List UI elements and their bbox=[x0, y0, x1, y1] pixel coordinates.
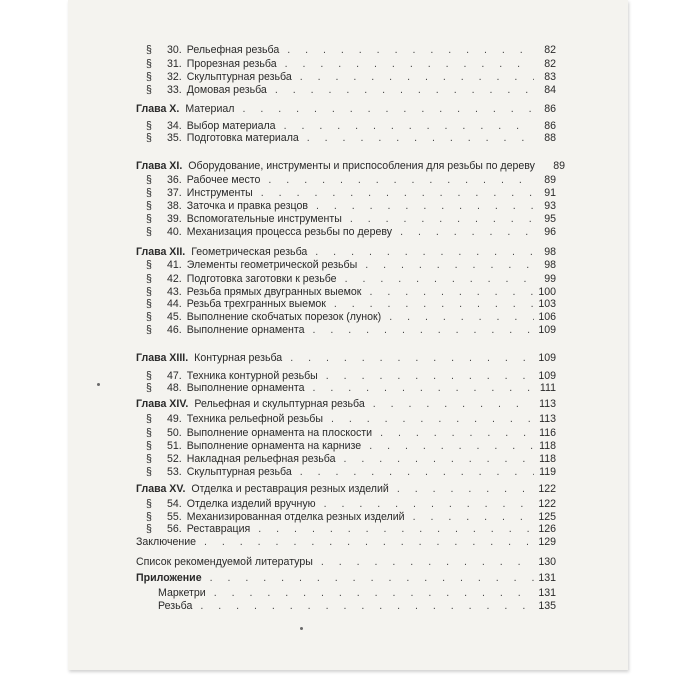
toc-section-row bbox=[146, 286, 556, 298]
entry-title: Отделка изделий вручную bbox=[186, 498, 316, 510]
entry-title: Выполнение скобчатых порезок (лунок) bbox=[186, 311, 382, 323]
section-sign: § bbox=[146, 226, 152, 238]
dot-leader bbox=[365, 259, 534, 271]
entry-title: Выполнение орнамента на плоскости bbox=[186, 427, 373, 439]
dot-leader bbox=[285, 58, 534, 70]
dot-leader bbox=[397, 483, 534, 495]
entry-title: Резьба прямых двугранных выемок bbox=[186, 286, 362, 298]
page-number: 113 bbox=[539, 398, 556, 410]
toc-section-row bbox=[146, 440, 556, 452]
page-number: 83 bbox=[544, 71, 556, 83]
toc-chapter-row bbox=[136, 352, 556, 364]
entry-title: Накладная рельефная резьба bbox=[186, 453, 336, 465]
entry-title: Реставрация bbox=[186, 523, 251, 535]
toc-chapter-row bbox=[136, 160, 565, 172]
toc-section-row bbox=[146, 298, 556, 310]
entry-title: Заточка и правка резцов bbox=[186, 200, 308, 212]
page-number: 86 bbox=[544, 103, 556, 115]
page-number: 84 bbox=[544, 84, 556, 96]
entry-title: Геометрическая резьба bbox=[191, 246, 308, 258]
section-number: 31. bbox=[167, 58, 182, 70]
section-number: 56. bbox=[167, 523, 182, 535]
entry-title: Техника рельефной резьбы bbox=[186, 413, 323, 425]
entry-title: Скульптурная резьба bbox=[186, 466, 292, 478]
dot-leader bbox=[389, 311, 534, 323]
page-number: 93 bbox=[544, 200, 556, 212]
dot-leader bbox=[214, 587, 534, 599]
toc-section-row bbox=[146, 413, 556, 425]
page-number: 109 bbox=[538, 324, 556, 336]
section-number: 43. bbox=[167, 286, 182, 298]
dot-leader bbox=[261, 187, 534, 199]
dot-leader bbox=[284, 120, 534, 132]
page-number: 88 bbox=[544, 132, 556, 144]
page-number: 116 bbox=[539, 427, 556, 439]
dot-leader bbox=[326, 370, 534, 382]
dot-leader bbox=[316, 200, 534, 212]
dot-leader bbox=[400, 226, 534, 238]
toc-section-row bbox=[146, 523, 556, 535]
section-number: 45. bbox=[167, 311, 182, 323]
dot-leader bbox=[315, 246, 534, 258]
section-sign: § bbox=[146, 413, 152, 425]
toc-section-row bbox=[146, 453, 556, 465]
page-number: 111 bbox=[539, 382, 556, 394]
dot-leader bbox=[275, 84, 534, 96]
section-sign: § bbox=[146, 370, 152, 382]
page-number: 98 bbox=[544, 259, 556, 271]
entry-title: Рабочее место bbox=[186, 174, 261, 186]
page-number: 122 bbox=[538, 498, 556, 510]
page-number: 82 bbox=[544, 44, 556, 56]
page-number: 129 bbox=[538, 536, 556, 548]
section-number: 40. bbox=[167, 226, 182, 238]
section-sign: § bbox=[146, 382, 152, 394]
chapter-number: Глава XIII. bbox=[136, 352, 189, 364]
section-number: 35. bbox=[167, 132, 182, 144]
page-number: 135 bbox=[538, 600, 556, 612]
section-sign: § bbox=[146, 311, 152, 323]
dot-leader bbox=[331, 413, 534, 425]
entry-title: Выбор материала bbox=[186, 120, 276, 132]
section-sign: § bbox=[146, 453, 152, 465]
section-sign: § bbox=[146, 427, 152, 439]
page-number: 130 bbox=[538, 556, 556, 568]
section-number: 52. bbox=[167, 453, 182, 465]
dot-leader bbox=[324, 498, 534, 510]
section-sign: § bbox=[146, 466, 152, 478]
section-sign: § bbox=[146, 58, 152, 70]
dot-leader bbox=[258, 523, 534, 535]
entry-title: Резьба bbox=[158, 600, 193, 612]
entry-title: Приложение bbox=[136, 572, 202, 584]
entry-title: Механизация процесса резьбы по дереву bbox=[186, 226, 393, 238]
toc-chapter-row bbox=[136, 398, 556, 410]
toc-section-row bbox=[146, 382, 556, 394]
entry-title: Выполнение орнамента bbox=[186, 324, 305, 336]
page-number: 89 bbox=[544, 174, 556, 186]
dot-leader bbox=[300, 71, 534, 83]
section-number: 41. bbox=[167, 259, 182, 271]
section-number: 34. bbox=[167, 120, 182, 132]
entry-title: Элементы геометрической резьбы bbox=[186, 259, 358, 271]
entry-title: Выполнение орнамента на карнизе bbox=[186, 440, 362, 452]
section-sign: § bbox=[146, 324, 152, 336]
chapter-number: Глава XIV. bbox=[136, 398, 189, 410]
entry-title: Резьба трехгранных выемок bbox=[186, 298, 326, 310]
chapter-number: Глава X. bbox=[136, 103, 180, 115]
toc-section-row bbox=[146, 44, 556, 56]
toc-section-row bbox=[146, 174, 556, 186]
section-sign: § bbox=[146, 44, 152, 56]
page-number: 126 bbox=[538, 523, 556, 535]
toc-section-row bbox=[146, 259, 556, 271]
section-number: 46. bbox=[167, 324, 182, 336]
page-number: 100 bbox=[538, 286, 556, 298]
print-speck bbox=[97, 383, 100, 386]
entry-title: Механизированная отделка резных изделий bbox=[186, 511, 405, 523]
toc-section-row bbox=[146, 120, 556, 132]
section-number: 54. bbox=[167, 498, 182, 510]
section-sign: § bbox=[146, 498, 152, 510]
entry-title: Инструменты bbox=[186, 187, 253, 199]
toc-plain-row bbox=[136, 572, 556, 584]
section-sign: § bbox=[146, 523, 152, 535]
entry-title: Материал bbox=[185, 103, 235, 115]
dot-leader bbox=[210, 572, 534, 584]
toc-section-row bbox=[146, 71, 556, 83]
dot-leader bbox=[369, 440, 534, 452]
section-sign: § bbox=[146, 174, 152, 186]
dot-leader bbox=[300, 466, 534, 478]
section-number: 30. bbox=[167, 44, 182, 56]
entry-title: Рельефная резьба bbox=[186, 44, 280, 56]
chapter-number: Глава XI. bbox=[136, 160, 183, 172]
section-number: 42. bbox=[167, 273, 182, 285]
page-number: 131 bbox=[538, 587, 556, 599]
dot-leader bbox=[268, 174, 534, 186]
toc-section-row bbox=[146, 511, 556, 523]
page-number: 118 bbox=[539, 453, 556, 465]
entry-title: Домовая резьба bbox=[186, 84, 267, 96]
entry-title: Подготовка материала bbox=[186, 132, 299, 144]
toc-chapter-row bbox=[136, 103, 556, 115]
toc-section-row bbox=[146, 226, 556, 238]
toc-section-row bbox=[146, 132, 556, 144]
toc-chapter-row bbox=[136, 246, 556, 258]
page-number: 106 bbox=[538, 311, 556, 323]
section-sign: § bbox=[146, 213, 152, 225]
section-number: 44. bbox=[167, 298, 182, 310]
section-sign: § bbox=[146, 71, 152, 83]
section-sign: § bbox=[146, 132, 152, 144]
page-number: 86 bbox=[544, 120, 556, 132]
dot-leader bbox=[307, 132, 534, 144]
dot-leader bbox=[369, 286, 534, 298]
dot-leader bbox=[373, 398, 534, 410]
dot-leader bbox=[290, 352, 534, 364]
page-number: 98 bbox=[544, 246, 556, 258]
section-sign: § bbox=[146, 440, 152, 452]
dot-leader bbox=[204, 536, 534, 548]
chapter-number: Глава XV. bbox=[136, 483, 186, 495]
page-number: 113 bbox=[539, 413, 556, 425]
section-number: 39. bbox=[167, 213, 182, 225]
section-sign: § bbox=[146, 187, 152, 199]
toc-section-row bbox=[146, 324, 556, 336]
dot-leader bbox=[200, 600, 534, 612]
dot-leader bbox=[350, 213, 534, 225]
section-number: 32. bbox=[167, 71, 182, 83]
entry-title: Оборудование, инструменты и приспособления для резьбы по дереву bbox=[188, 160, 535, 172]
toc-section-row bbox=[146, 498, 556, 510]
dot-leader bbox=[344, 453, 534, 465]
entry-title: Выполнение орнамента bbox=[186, 382, 305, 394]
toc-plain-row bbox=[136, 556, 556, 568]
section-sign: § bbox=[146, 120, 152, 132]
section-sign: § bbox=[146, 298, 152, 310]
page-number: 99 bbox=[544, 273, 556, 285]
toc-section-row bbox=[146, 370, 556, 382]
section-number: 49. bbox=[167, 413, 182, 425]
section-number: 50. bbox=[167, 427, 182, 439]
toc-chapter-row bbox=[136, 483, 556, 495]
section-sign: § bbox=[146, 286, 152, 298]
entry-title: Техника контурной резьбы bbox=[186, 370, 318, 382]
section-sign: § bbox=[146, 511, 152, 523]
section-number: 47. bbox=[167, 370, 182, 382]
dot-leader bbox=[321, 556, 534, 568]
dot-leader bbox=[413, 511, 534, 523]
toc-plain-row bbox=[158, 600, 556, 612]
section-number: 51. bbox=[167, 440, 182, 452]
entry-title: Рельефная и скульптурная резьба bbox=[194, 398, 365, 410]
page-number: 96 bbox=[544, 226, 556, 238]
section-number: 53. bbox=[167, 466, 182, 478]
page-number: 82 bbox=[544, 58, 556, 70]
chapter-number: Глава XII. bbox=[136, 246, 186, 258]
entry-title: Скульптурная резьба bbox=[186, 71, 292, 83]
table-of-contents bbox=[68, 0, 628, 670]
page-number: 109 bbox=[538, 370, 556, 382]
section-number: 33. bbox=[167, 84, 182, 96]
entry-title: Контурная резьба bbox=[194, 352, 283, 364]
toc-section-row bbox=[146, 200, 556, 212]
entry-title: Список рекомендуемой литературы bbox=[136, 556, 313, 568]
section-sign: § bbox=[146, 259, 152, 271]
dot-leader bbox=[345, 273, 534, 285]
dot-leader bbox=[334, 298, 534, 310]
page-sheet bbox=[68, 0, 628, 670]
page-number: 103 bbox=[538, 298, 556, 310]
page-number: 122 bbox=[538, 483, 556, 495]
section-sign: § bbox=[146, 273, 152, 285]
toc-plain-row bbox=[136, 536, 556, 548]
page-number: 119 bbox=[539, 466, 556, 478]
entry-title: Прорезная резьба bbox=[186, 58, 277, 70]
dot-leader bbox=[242, 103, 534, 115]
toc-section-row bbox=[146, 213, 556, 225]
entry-title: Вспомогательные инструменты bbox=[186, 213, 342, 225]
section-sign: § bbox=[146, 200, 152, 212]
toc-section-row bbox=[146, 84, 556, 96]
entry-title: Отделка и реставрация резных изделий bbox=[191, 483, 389, 495]
section-number: 38. bbox=[167, 200, 182, 212]
page-number: 95 bbox=[544, 213, 556, 225]
page-number: 89 bbox=[553, 160, 565, 172]
entry-title: Подготовка заготовки к резьбе bbox=[186, 273, 337, 285]
dot-leader bbox=[313, 382, 534, 394]
toc-plain-row bbox=[158, 587, 556, 599]
toc-section-row bbox=[146, 311, 556, 323]
toc-section-row bbox=[146, 58, 556, 70]
page-number: 118 bbox=[539, 440, 556, 452]
section-number: 36. bbox=[167, 174, 182, 186]
page-number: 131 bbox=[538, 572, 556, 584]
page-number: 91 bbox=[544, 187, 556, 199]
section-number: 48. bbox=[167, 382, 182, 394]
toc-section-row bbox=[146, 273, 556, 285]
section-number: 55. bbox=[167, 511, 182, 523]
section-number: 37. bbox=[167, 187, 182, 199]
dot-leader bbox=[313, 324, 534, 336]
dot-leader bbox=[287, 44, 534, 56]
toc-section-row bbox=[146, 427, 556, 439]
entry-title: Заключение bbox=[136, 536, 197, 548]
toc-section-row bbox=[146, 187, 556, 199]
dot-leader bbox=[380, 427, 534, 439]
section-sign: § bbox=[146, 84, 152, 96]
page-number: 109 bbox=[538, 352, 556, 364]
page-number: 125 bbox=[538, 511, 556, 523]
entry-title: Маркетри bbox=[158, 587, 206, 599]
toc-section-row bbox=[146, 466, 556, 478]
print-speck bbox=[300, 627, 303, 630]
